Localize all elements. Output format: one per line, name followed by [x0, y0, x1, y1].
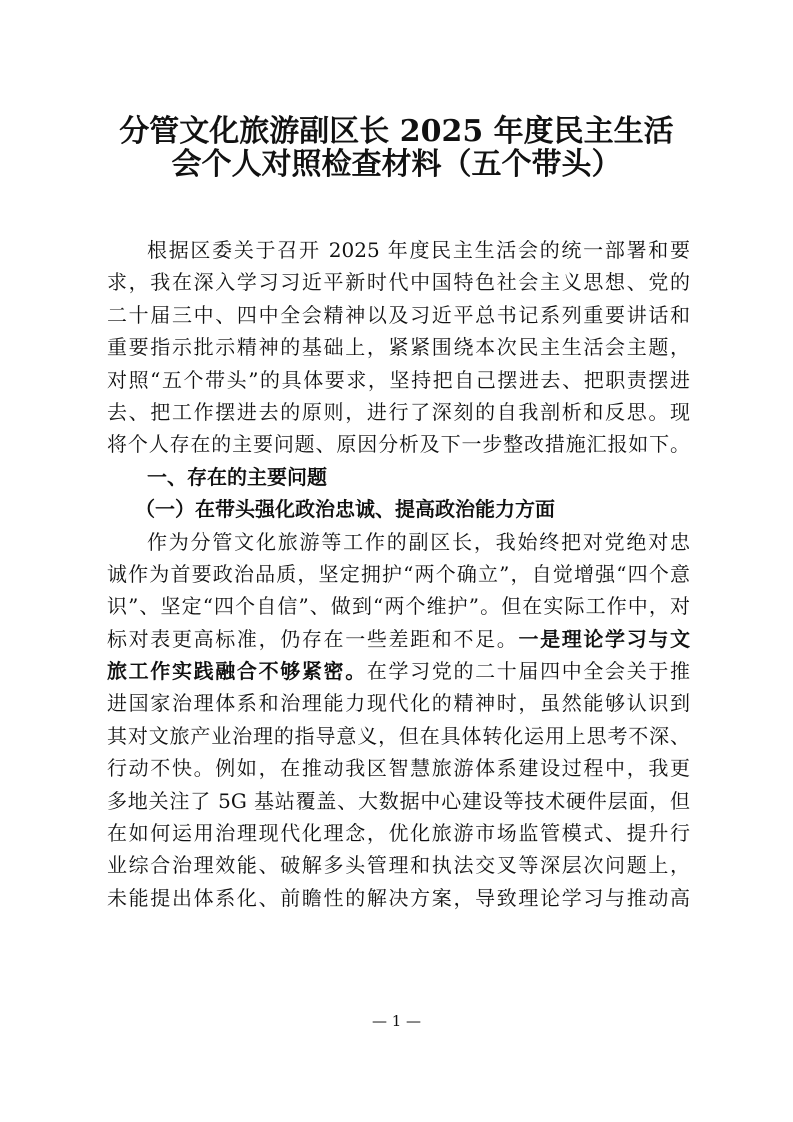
document-title-line-2: 会个人对照检查材料（五个带头）: [171, 147, 622, 182]
intro-line: 二十届三中、四中全会精神以及习近平总书记系列重要讲话和: [107, 302, 690, 327]
intro-line: 去、把工作摆进去的原则，进行了深刻的自我剖析和反思。现: [107, 399, 690, 424]
body-line: [107, 655, 690, 687]
body-line: [107, 623, 690, 655]
document-body: [107, 234, 690, 914]
intro-line: 根据区委关于召开 2025 年度民主生活会的统一部署和要: [147, 238, 690, 262]
intro-line: 求，我在深入学习习近平新时代中国特色社会主义思想、党的: [107, 270, 690, 295]
intro-line: 对照“五个带头”的具体要求，坚持把自己摆进去、把职责摆进: [107, 367, 690, 392]
body-text: 在学习党的二十届四中全会关于推: [366, 659, 691, 684]
intro-line: 将个人存在的主要问题、原因分析及下一步整改措施汇报如下。: [107, 432, 690, 457]
bold-point: 一是理论学习与文: [518, 626, 691, 651]
body-line: 作为分管文化旅游等工作的副区长，我始终把对党绝对忠: [147, 529, 690, 554]
body-line: 诚作为首要政治品质，坚定拥护“两个确立”，自觉增强“四个意: [107, 561, 690, 586]
body-line: 行动不快。例如，在推动我区智慧旅游体系建设过程中，我更: [107, 756, 690, 781]
bold-point: 旅工作实践融合不够紧密。: [107, 659, 367, 684]
intro-line: 重要指示批示精神的基础上，紧紧围绕本次民主生活会主题，: [107, 335, 690, 360]
body-line: 多地关注了 5G 基站覆盖、大数据中心建设等技术硬件层面，但: [107, 788, 690, 813]
body-line: 在如何运用治理现代化理念，优化旅游市场监管模式、提升行: [107, 821, 690, 846]
body-text: 标对表更高标准，仍存在一些差距和不足。: [107, 626, 519, 651]
body-line: 进国家治理体系和治理能力现代化的精神时，虽然能够认识到: [107, 691, 690, 716]
section-heading: 一、存在的主要问题: [147, 464, 327, 489]
body-line: 业综合治理效能、破解多头管理和执法交叉等深层次问题上，: [107, 853, 690, 878]
subsection-heading: （一）在带头强化政治忠诚、提高政治能力方面: [135, 497, 555, 522]
body-line: 未能提出体系化、前瞻性的解决方案，导致理论学习与推动高: [107, 885, 690, 910]
document-title-line-1: 分管文化旅游副区长 2025 年度民主生活: [119, 114, 674, 149]
body-line: 识”、坚定“四个自信”、做到“两个维护”。但在实际工作中，对: [107, 594, 690, 619]
body-line: 其对文旅产业治理的指导意义，但在具体转化运用上思考不深、: [107, 723, 690, 748]
page-number: — 1 —: [371, 1012, 422, 1030]
